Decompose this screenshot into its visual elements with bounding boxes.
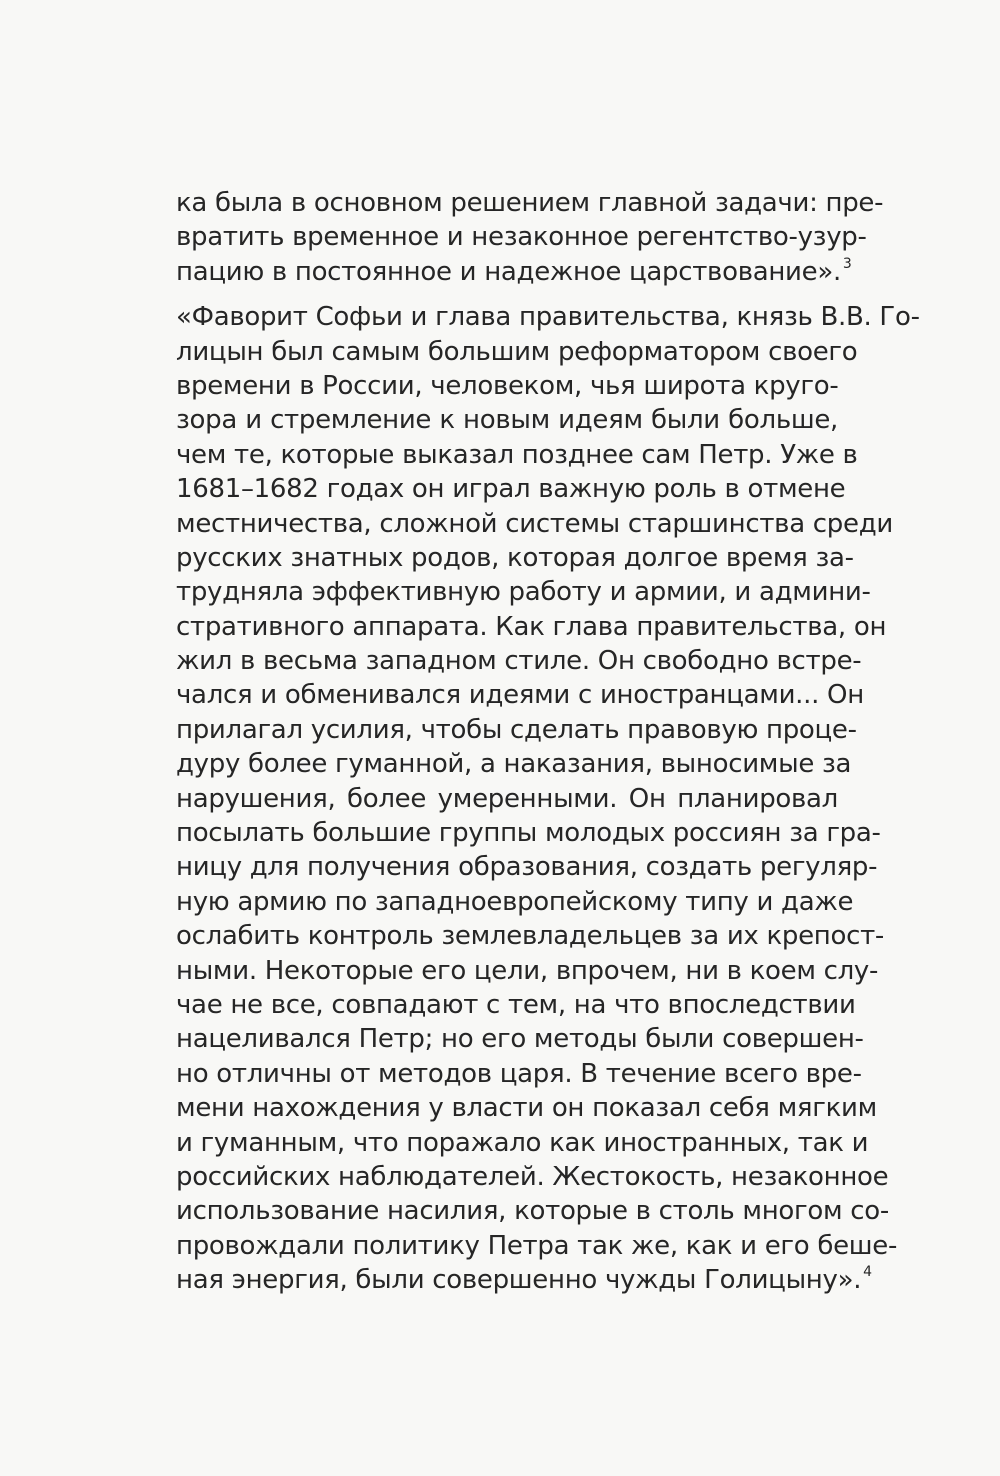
text-line: жил в весьма западном стиле. Он свободно встре- xyxy=(176,646,862,677)
text-line: местничества, сложной системы старшинства среди xyxy=(176,508,893,539)
text-line: чем те, которые выказал позднее сам Петр. Уже в xyxy=(176,439,858,470)
text-line: российских наблюдателей. Жестокость, незаконное xyxy=(176,1161,889,1192)
text-line: дуру более гуманной, а наказания, выносимые за xyxy=(176,749,852,780)
footnote-marker: 4 xyxy=(863,1264,872,1281)
text-line: и гуманным, что поражало как иностранных, так и xyxy=(176,1127,869,1158)
text-line: русских знатных родов, которая долгое время за- xyxy=(176,542,854,573)
text-line: ка была в основном решением главной задачи: пре- xyxy=(176,188,884,218)
text-line: использование насилия, которые в столь многом со- xyxy=(176,1196,889,1227)
text-line: чался и обменивался идеями с иностранцами... Он xyxy=(176,680,864,711)
text-line: ную армию по западноевропейскому типу и даже xyxy=(176,886,854,917)
paragraph-2 xyxy=(176,300,920,1297)
text-line: ницу для получения образования, создать регуляр- xyxy=(176,852,878,883)
text-line-content: ная энергия, были совершенно чужды Голицыну». xyxy=(176,1265,862,1296)
text-line: чае не все, совпадают с тем, на что впоследствии xyxy=(176,989,856,1020)
text-line: провождали политику Петра так же, как и его беше- xyxy=(176,1230,898,1261)
paragraph-1 xyxy=(176,186,884,289)
text-line xyxy=(176,255,852,289)
text-line: вратить временное и незаконное регентство-узур- xyxy=(176,222,867,253)
text-line: времени в России, человеком, чья широта круго- xyxy=(176,370,839,401)
text-line: но отличны от методов царя. В течение всего вре- xyxy=(176,1058,862,1089)
text-line: посылать большие группы молодых россиян за гра- xyxy=(176,818,881,849)
text-line: «Фаворит Софьи и глава правительства, князь В.В. Го- xyxy=(176,302,920,333)
text-line: зора и стремление к новым идеям были больше, xyxy=(176,405,838,436)
text-line-content: пацию в постоянное и надежное царствование». xyxy=(176,256,841,287)
text-line: ослабить контроль землевладельцев за их крепост- xyxy=(176,921,885,952)
text-line: ными. Некоторые его цели, впрочем, ни в коем слу- xyxy=(176,955,879,986)
text-line: 1681–1682 годах он играл важную роль в отмене xyxy=(176,474,846,505)
text-line: мени нахождения у власти он показал себя мягким xyxy=(176,1093,877,1124)
footnote-marker: 3 xyxy=(842,256,852,273)
text-line: нарушения, более умеренными. Он планировал xyxy=(176,783,838,814)
page-body-text xyxy=(176,186,920,1298)
text-line xyxy=(176,1263,872,1297)
text-line: лицын был самым большим реформатором своего xyxy=(176,336,858,367)
text-line: прилагал усилия, чтобы сделать правовую проце- xyxy=(176,714,857,745)
text-line: стративного аппарата. Как глава правительства, он xyxy=(176,611,887,642)
text-line: трудняла эффективную работу и армии, и админи- xyxy=(176,577,871,608)
text-line: нацеливался Петр; но его методы были совершен- xyxy=(176,1024,864,1055)
